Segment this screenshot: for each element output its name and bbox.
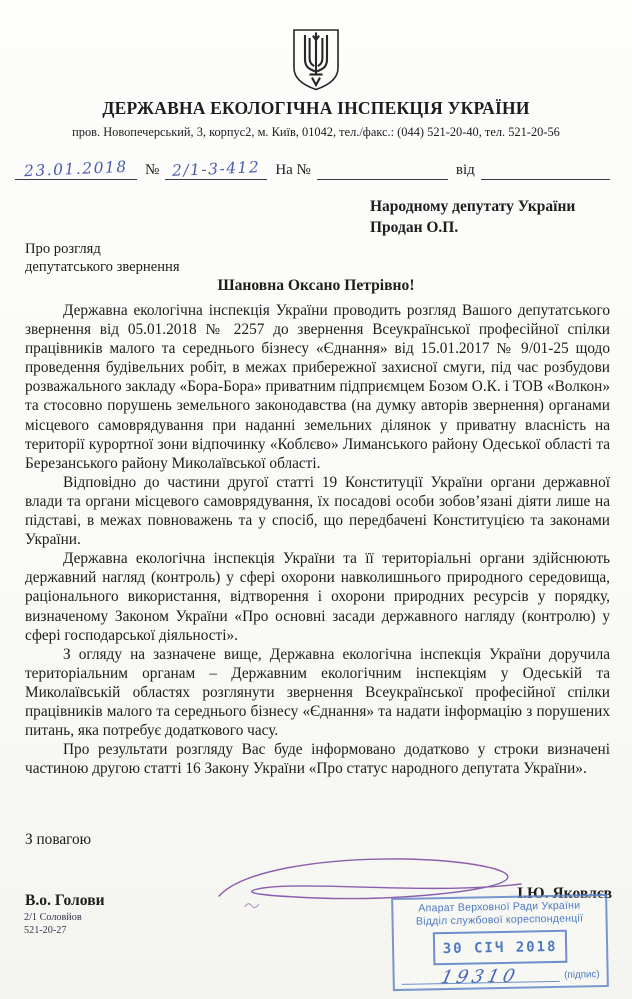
from-date-label: від <box>455 162 475 178</box>
outgoing-date-blank <box>15 153 137 180</box>
outgoing-date-handwritten: 23.01.2018 <box>23 157 129 181</box>
org-name: ДЕРЖАВНА ЕКОЛОГІЧНА ІНСПЕКЦІЯ УКРАЇНИ <box>102 98 530 118</box>
recipient-title: Народному депутату України <box>370 198 576 215</box>
stamp-date: 30 СІЧ 2018 <box>433 930 568 966</box>
letterhead <box>0 0 632 140</box>
from-date-blank <box>481 153 610 180</box>
executor-name: 2/1 Соловйов <box>24 912 82 923</box>
subject-line-1: Про розгляд <box>25 241 101 257</box>
outgoing-number-handwritten: 2/1-3-412 <box>171 158 261 180</box>
stamp-org-line-1: Апарат Верховної Ради України <box>418 899 581 915</box>
outgoing-number-blank <box>165 153 267 180</box>
number-sign-label: № <box>145 162 160 178</box>
reference-line <box>15 152 610 180</box>
body-paragraph-3: Державна екологічна інспекція України та її територіальні органи здійснюють державний нагляд (контроль) у сфері охорони навколишнього природного середовища, раціонального використання, відтворення і охорони природних ресурсів у порядку, визначеному Законом України «Про основні засади державного нагляду (контролю) у сфері господарської діяльності». <box>25 550 610 644</box>
executor-phone: 521-20-27 <box>24 925 67 936</box>
ukraine-trident-emblem-icon <box>291 28 341 92</box>
stamp-number-handwritten: 19310 <box>438 965 521 989</box>
salutation: Шановна Оксано Петрівно! <box>217 277 415 294</box>
subject-line-2: депутатського звернення <box>25 259 180 275</box>
recipient-block <box>370 196 612 238</box>
body-paragraph-2: Відповідно до частини другої статті 19 Конституції України органи державної влади та органи місцевого самоврядування, їх посадові особи зобов’язані діяти лише на підставі, в межах повноважень та у спосіб, що передбачені Конституцією та законами України. <box>25 473 610 549</box>
stamp-signature-label: (підпис) <box>564 969 600 981</box>
letter-body <box>25 301 610 778</box>
body-paragraph-5: Про результати розгляду Вас буде інформовано додатково у строки визначені частиною другою статті 16 Закону України «Про статус народного депутата України». <box>25 741 610 778</box>
signer-position: В.о. Голови <box>25 892 105 909</box>
reply-number-label: На № <box>275 162 311 178</box>
registration-stamp <box>391 894 609 991</box>
body-paragraph-4: З огляду на зазначене вище, Державна екологічна інспекція України доручила територіальним органам – Державним екологічним інспекціям у Одеській та Миколаївській областях розглянути звернення Всеукраїнської професійної спілки працівників малого та середнього бізнесу «Єднання» та надати інформацію з порушених питань, яка потребує додаткового часу. <box>25 645 610 740</box>
stamp-org-line-2: Відділ службової кореспонденції <box>415 911 584 928</box>
body-paragraph-1: Державна екологічна інспекція України проводить розгляд Вашого депутатського звернення від 05.01.2018 № 2257 до звернення Всеукраїнської професійної спілки працівників малого та середнього бізнесу «Єднання» від 15.01.2017 № 9/01-25 щодо проведення будівельних робіт, в межах прибережної захисної смуги, під час розбудови розважального закладу «Бора-Бора» приватним підприємцем Бозом О.К. і ТОВ «Волкон» та стосовно порушень земельного законодавства (на думку авторів звернення) органами місцевого самоврядування при наданні земельних ділянок у приватну власність на території курортної зони відпочинку «Коблєво» Лиманського району Одеської області та Березанського району Миколаївської області. <box>25 302 610 472</box>
org-address: пров. Новопечерський, 3, корпус2, м. Київ, 01042, тел./факс.: (044) 521-20-40, тел. 521-20-56 <box>72 125 560 139</box>
executor-note <box>24 911 82 937</box>
signer-name: І.Ю. Яковлєв <box>517 885 612 902</box>
recipient-name: Продан О.П. <box>370 219 459 236</box>
reply-number-blank <box>317 153 448 180</box>
regards-line: З повагою <box>25 831 92 848</box>
stamp-number-blank <box>402 965 560 989</box>
subject-block <box>25 240 180 276</box>
